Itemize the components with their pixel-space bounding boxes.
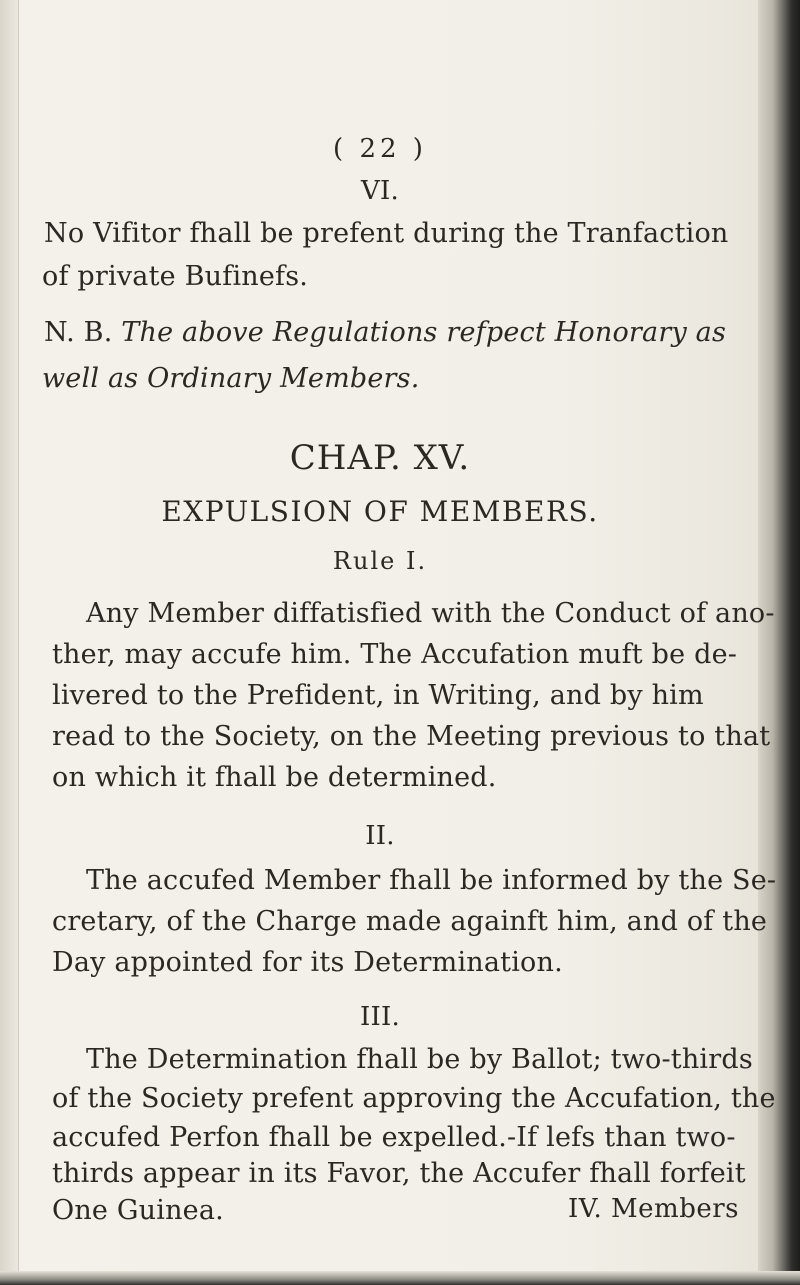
rule-i-line: Any Member diffatisfied with the Conduct of ano- — [86, 598, 775, 630]
chapter-title: CHAP. XV. — [289, 438, 471, 479]
rule-i-line: ther, may accufe him. The Accufation muft be de- — [52, 638, 738, 670]
rule-ii-line: The accufed Member fhall be informed by the Se- — [86, 865, 777, 897]
section-ii-heading: II. — [365, 821, 395, 852]
page-bottom-edge — [0, 1271, 800, 1285]
rule-iii-line: thirds appear in its Favor, the Accufer fhall forfeit — [52, 1158, 746, 1190]
rule-iii-line: The Determination fhall be by Ballot; two-thirds — [86, 1043, 753, 1075]
section-vi-heading: VI. — [361, 175, 399, 206]
rule-i-line: livered to the Prefident, in Writing, and by him — [52, 679, 704, 711]
rule-iii-line: accufed Perfon fhall be expelled.-If lefs than two- — [52, 1121, 736, 1153]
rule-i-line: read to the Society, on the Meeting previous to that — [52, 721, 771, 753]
section-vi-line: of private Bufinefs. — [42, 260, 309, 292]
rule-ii-line: Day appointed for its Determination. — [52, 946, 563, 978]
nota-bene-text: The above Regulations refpect Honorary as — [121, 317, 727, 349]
catchword: IV. Members — [568, 1194, 739, 1225]
nota-bene-text: well as Ordinary Members. — [42, 362, 420, 394]
rule-i-heading: Rule I. — [332, 547, 428, 576]
rule-ii-line: cretary, of the Charge made againft him, and of the — [52, 905, 768, 937]
chapter-subtitle: EXPULSION OF MEMBERS. — [161, 495, 599, 529]
section-iii-heading: III. — [360, 1001, 400, 1032]
rule-iii-line: of the Society prefent approving the Accufation, the — [52, 1083, 776, 1115]
page-number: ( 22 ) — [333, 133, 427, 164]
rule-iii-line: One Guinea. — [52, 1195, 224, 1226]
rule-i-line: on which it fhall be determined. — [52, 762, 497, 794]
section-vi-line: No Vifitor fhall be prefent during the Tranfaction — [44, 217, 729, 249]
nota-bene-line — [44, 317, 726, 348]
nota-bene-label: N. B. — [44, 317, 113, 349]
